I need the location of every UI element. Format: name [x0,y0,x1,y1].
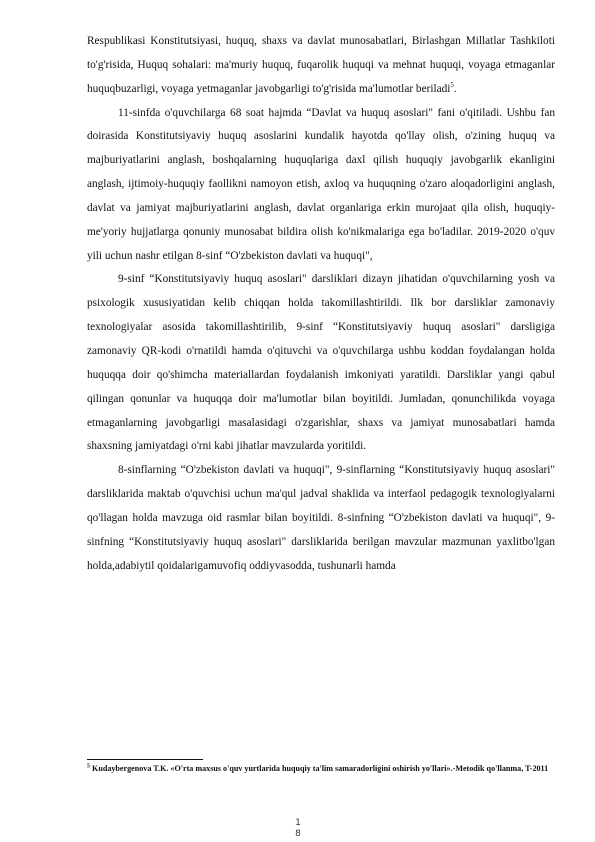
footnote-reference[interactable]: 5 [450,80,454,89]
footnote-divider [87,759,203,760]
paragraph-3: 9-sinf “Konstitutsiyaviy huquq asoslari" darsliklari dizayn jihatidan o'quvchilarning yosh va psixologik xususiyatidan kelib chiqqan holda takomillashtirildi. Ilk bor darsliklar zamonaviy texnologiyalar asosida takomillashtirilib, 9-sinf “Konstitutsiyaviy huquq asoslari" darsligiga zamonaviy QR-kodi o'rnatildi hamda o'qituvchi va o'quvchilarga ushbu koddan foydalangan holda huquqqa doir qo'shimcha materiallardan foydalanish imkoniyati yaratildi. Darsliklar yangi qabul qilingan qonunlar va huquqqa doir ma'lumotlar bilan boyitildi. Jumladan, qonunchilikda voyaga etmaganlarning javobgarligi masalasidagi o'zgarishlar, shaxs va jamiyat munosabatlari hamda shaxsning jamiyatdagi o'rni kabi jihatlar mavzularda yoritildi. [87,273,555,453]
body-text [87,30,555,578]
page-number-line-2: 8 [295,829,301,839]
footnote-text: Kudaybergenova T.K. «O'rta maxsus o'quv yurtlarida huquqiy ta'lim samaradorligini oshirish yo'llari».-Metodik qo'llanma, T-2011 [90,764,549,773]
paragraph-1-text: Respublikasi Konstitutsiyasi, huquq, shaxs va davlat munosabatlari, Birlashgan Millatlar Tashkiloti to'g'risida, Huquq sohalari: ma'muriy huquq, fuqarolik huquqi va mehnat huquqi, voyaga etmaganlar huquqbuzarligi, voyaga yetmaganlar javobgarligi to'g'risida ma'lumotlar beriladi [87,35,555,95]
paragraph-4: 8-sinflarning “O'zbekiston davlati va huquqi", 9-sinflarning “Konstitutsiyaviy huquq asoslari" darsliklarida maktab o'quvchisi uchun ma'qul jadval shaklida va interfaol pedagogik texnologiyalarni qo'llagan holda mavzuga oid rasmlar bilan boyitildi. 8-sinfning “O'zbekiston davlati va huquqi", 9-sinfning “Konstitutsiyaviy huquq asoslari" darsliklarida berilgan mavzular mazmunan yaxlitbo'lgan holda,adabiytil qoidalarigamuvofiq oddiyvasodda, tushunarli hamda [87,464,555,572]
paragraph-2: 11-sinfda o'quvchilarga 68 soat hajmda “Davlat va huquq asoslari" fani o'qitiladi. Ushbu fan doirasida Konstitutsiyaviy huquq asoslarini kundalik hayotda qo'llay olish, o'zining huquq va majburiyatlarini anglash, boshqalarning huquqlariga daxl qilish huquqiy javobgarlik ekanligini anglash, ijtimoiy-huquqiy faollikni namoyon etish, axloq va huquqning o'zaro aloqadorligini anglash, davlat va jamiyat majburiyatlarini anglash, davlat organlariga erkin murojaat qila olish, huquqiy-me'yoriy hujjatlarga qonuniy munosabat bildira olish ko'nikmalariga ega bo'ladilar. 2019-2020 o'quv yili uchun nashr etilgan 8-sinf “O'zbekiston davlati va huquqi", [87,106,555,262]
footnote-mark: 5 [87,763,90,770]
footnote [87,763,557,775]
paragraph-1-end: . [453,82,457,95]
page-number-line-1: 1 [295,818,301,828]
paragraph-1 [87,30,555,102]
page-number [283,818,313,840]
